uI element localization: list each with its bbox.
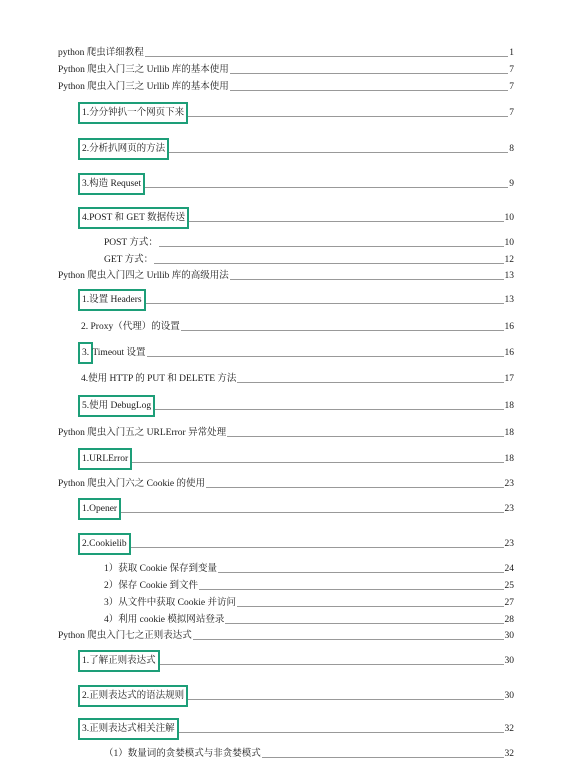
toc-entry[interactable]: [0, 252, 564, 268]
toc-page-number: 30: [504, 691, 514, 701]
toc-entry-line: [81, 105, 514, 121]
toc-entry-title[interactable]: Python 爬虫入门七之正则表达式: [58, 631, 192, 641]
toc-entry-title[interactable]: 1）获取 Cookie 保存到变量: [104, 564, 217, 574]
toc-dot-leader: [154, 263, 503, 264]
toc-entry-title[interactable]: 2.分析扒网页的方法: [81, 141, 166, 157]
toc-dot-leader: [230, 279, 504, 280]
toc-dot-leader: [225, 623, 503, 624]
toc-page-number: 18: [504, 401, 514, 411]
toc-entry-title[interactable]: GET 方式：: [104, 255, 154, 265]
toc-page-number: 16: [504, 322, 514, 332]
toc-entry-line: [81, 292, 514, 308]
toc-dot-leader: [153, 409, 503, 410]
toc-entry[interactable]: [0, 628, 564, 644]
toc-entry[interactable]: [0, 235, 564, 251]
toc-page-number: 1: [509, 48, 514, 58]
toc-dot-leader: [130, 462, 503, 463]
toc-entry-title[interactable]: 4）利用 cookie 模拟网站登录: [104, 615, 225, 625]
toc-page-number: 18: [504, 454, 514, 464]
toc-entry[interactable]: [0, 319, 564, 335]
toc-dot-leader: [230, 90, 509, 91]
toc-dot-leader: [218, 572, 504, 573]
toc-entry-line: [104, 561, 514, 577]
toc-dot-leader: [193, 639, 504, 640]
toc-page-number: 30: [504, 656, 514, 666]
toc-entry[interactable]: [0, 62, 564, 78]
toc-dot-leader: [186, 699, 503, 700]
toc-entry[interactable]: [0, 398, 564, 414]
toc-entry[interactable]: [0, 268, 564, 284]
toc-page-number: 7: [509, 108, 514, 118]
toc-page-number: 9: [509, 179, 514, 189]
toc-entry[interactable]: [0, 425, 564, 441]
toc-entry-line: [58, 268, 514, 284]
toc-dot-leader: [129, 547, 504, 548]
toc-entry[interactable]: [0, 536, 564, 552]
toc-entry-title[interactable]: Python 爬虫入门三之 Urllib 库的基本使用: [58, 65, 229, 75]
toc-page-number: 18: [504, 428, 514, 438]
toc-entry-title[interactable]: （1）数量词的贪婪模式与非贪婪模式: [104, 749, 261, 759]
toc-entry-title[interactable]: python 爬虫详细教程: [58, 48, 144, 58]
toc-entry-line: [58, 79, 514, 95]
toc-entry-title[interactable]: 1.设置 Headers: [81, 292, 143, 308]
toc-entry-title[interactable]: 3.构造 Requset: [81, 176, 142, 192]
toc-entry-title[interactable]: Python 爬虫入门四之 Urllib 库的高级用法: [58, 271, 229, 281]
toc-entry-title[interactable]: 1.了解正则表达式: [81, 653, 157, 669]
toc-dot-leader: [206, 487, 504, 488]
toc-entry[interactable]: [0, 688, 564, 704]
toc-dot-leader: [144, 303, 504, 304]
toc-entry-line: [81, 345, 514, 361]
toc-page-number: 32: [504, 749, 514, 759]
toc-dot-leader: [230, 73, 509, 74]
toc-entry-line: [104, 252, 514, 268]
toc-entry[interactable]: [0, 561, 564, 577]
toc-entry-title[interactable]: 1.分分钟扒一个网页下来: [81, 105, 185, 121]
toc-entry-line: [81, 451, 514, 467]
toc-page-number: 7: [509, 82, 514, 92]
toc-dot-leader: [237, 606, 504, 607]
toc-dot-leader: [167, 152, 508, 153]
toc-page-number: 8: [509, 144, 514, 154]
toc-page-number: 25: [504, 581, 514, 591]
toc-entry-title[interactable]: 3. Timeout 设置: [81, 345, 146, 361]
toc-page-number: 23: [504, 504, 514, 514]
toc-entry-line: [58, 425, 514, 441]
toc-entry[interactable]: [0, 371, 564, 387]
toc-page-number: 10: [504, 238, 514, 248]
toc-page-number: 10: [504, 213, 514, 223]
toc-entry[interactable]: [0, 595, 564, 611]
toc-entry-line: [81, 371, 514, 387]
toc-entry-line: [81, 688, 514, 704]
toc-entry[interactable]: [0, 141, 564, 157]
toc-dot-leader: [159, 246, 504, 247]
toc-entry-number-highlight: 3.: [81, 345, 90, 361]
toc-entry-line: [81, 176, 514, 192]
toc-entry[interactable]: [0, 451, 564, 467]
toc-page-number: 16: [504, 348, 514, 358]
toc-page-number: 13: [504, 295, 514, 305]
toc-entry[interactable]: [0, 721, 564, 737]
toc-dot-leader: [237, 382, 503, 383]
toc-page-number: 28: [504, 615, 514, 625]
toc-entry-line: [58, 476, 514, 492]
toc-dot-leader: [186, 116, 508, 117]
toc-entry[interactable]: [0, 612, 564, 628]
toc-page-number: 32: [504, 724, 514, 734]
toc-entry[interactable]: [0, 292, 564, 308]
toc-entry-title[interactable]: Python 爬虫入门六之 Cookie 的使用: [58, 479, 205, 489]
toc-entry[interactable]: [0, 501, 564, 517]
toc-entry-title[interactable]: Python 爬虫入门三之 Urllib 库的基本使用: [58, 82, 229, 92]
toc-entry-line: [104, 578, 514, 594]
toc-entry-line: [81, 653, 514, 669]
toc-entry-line: [81, 501, 514, 517]
toc-entry[interactable]: [0, 79, 564, 95]
toc-page-number: 12: [504, 255, 514, 265]
toc-entry-title[interactable]: 4.使用 HTTP 的 PUT 和 DELETE 方法: [81, 374, 237, 384]
toc-dot-leader: [227, 436, 503, 437]
toc-entry-line: [81, 536, 514, 552]
toc-page-number: 27: [504, 598, 514, 608]
toc-entry-line: [58, 62, 514, 78]
toc-entry-line: [104, 746, 514, 762]
toc-entry-line: [81, 721, 514, 737]
toc-entry-title[interactable]: 1.Opener: [81, 501, 118, 517]
toc-dot-leader: [119, 512, 503, 513]
toc-entry-line: [81, 141, 514, 157]
toc-entry-title[interactable]: 2. Proxy（代理）的设置: [81, 322, 180, 332]
toc-entry-line: [104, 612, 514, 628]
toc-entry[interactable]: [0, 746, 564, 762]
toc-dot-leader: [181, 330, 504, 331]
toc-entry-title[interactable]: POST 方式：: [104, 238, 158, 248]
toc-entry[interactable]: [0, 105, 564, 121]
toc-entry[interactable]: [0, 176, 564, 192]
toc-dot-leader: [199, 589, 504, 590]
toc-entry-title[interactable]: 5.使用 DebugLog: [81, 398, 152, 414]
toc-entry-title[interactable]: 3）从文件中获取 Cookie 并访问: [104, 598, 236, 608]
toc-entry-line: [104, 235, 514, 251]
toc-entry[interactable]: [0, 45, 564, 61]
toc-entry-title[interactable]: 1.URLError: [81, 451, 129, 467]
toc-entry-title[interactable]: 4.POST 和 GET 数据传送: [81, 210, 186, 226]
toc-dot-leader: [177, 732, 504, 733]
toc-page-number: 17: [504, 374, 514, 384]
toc-page-number: 24: [504, 564, 514, 574]
toc-entry[interactable]: [0, 476, 564, 492]
toc-dot-leader: [158, 664, 504, 665]
toc-entry-line: [104, 595, 514, 611]
toc-page-number: 30: [504, 631, 514, 641]
toc-page-number: 13: [504, 271, 514, 281]
toc-page-number: 7: [509, 65, 514, 75]
toc-dot-leader: [145, 56, 508, 57]
toc-entry-title[interactable]: 2）保存 Cookie 到文件: [104, 581, 198, 591]
toc-entry-line: [81, 319, 514, 335]
toc-entry[interactable]: [0, 578, 564, 594]
toc-dot-leader: [147, 356, 504, 357]
toc-entry-title[interactable]: 3.正则表达式相关注解: [81, 721, 176, 737]
toc-page-number: 23: [504, 479, 514, 489]
toc-entry-title[interactable]: 2.Cookielib: [81, 536, 128, 552]
toc-entry[interactable]: [0, 210, 564, 226]
toc-dot-leader: [262, 757, 504, 758]
toc-dot-leader: [143, 187, 508, 188]
toc-entry-line: [81, 210, 514, 226]
toc-entry[interactable]: [0, 653, 564, 669]
toc-entry-line: [81, 398, 514, 414]
toc-entry-title[interactable]: Python 爬虫入门五之 URLError 异常处理: [58, 428, 227, 438]
toc-entry-line: [58, 628, 514, 644]
toc-entry[interactable]: [0, 345, 564, 361]
toc-entry-line: [58, 45, 514, 61]
toc-entry-title[interactable]: 2.正则表达式的语法规则: [81, 688, 185, 704]
toc-dot-leader: [187, 221, 503, 222]
toc-page-number: 23: [504, 539, 514, 549]
